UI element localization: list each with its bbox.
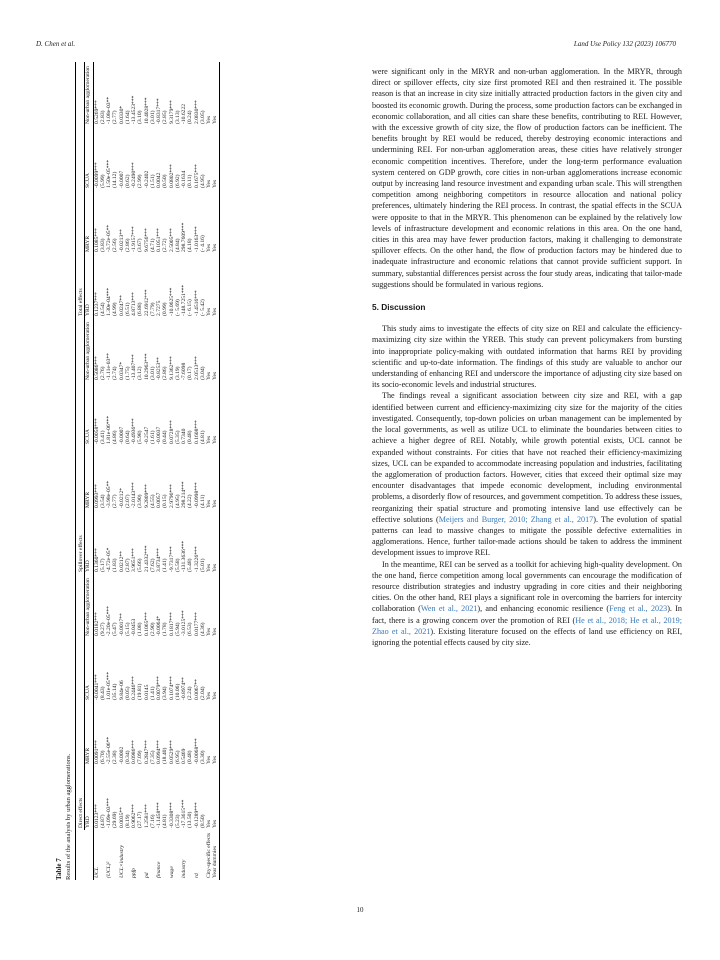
table-cell: -4.72e-05* (1.83) xyxy=(106,547,119,572)
table-cell: 9.6756*** (4.71) xyxy=(143,228,156,252)
table-row xyxy=(156,62,169,880)
corner-cell xyxy=(85,830,93,880)
table-cell: 0.7340 (0.48) xyxy=(181,428,194,444)
table-cell: 21.4332*** (7.62) xyxy=(143,545,156,572)
group-spillover-effects: Spillover effects xyxy=(76,318,85,574)
page-number: 10 xyxy=(356,906,364,914)
table-cell: -0.0068*** (3.30) xyxy=(193,738,206,764)
results-table xyxy=(75,62,220,880)
table-cell: 0.1065*** (2.90) xyxy=(143,612,156,636)
table-row xyxy=(131,62,144,880)
table-cell: 0.1675*** (4.95) xyxy=(193,164,206,188)
table-cell: 0.0247** (6.51) xyxy=(118,295,131,316)
table-row xyxy=(144,62,157,880)
column-header: Non-urban agglomeration xyxy=(85,574,93,638)
table-cell: -131.3636*** (5.48) xyxy=(181,540,194,572)
table-cell: 9.1362*** (3.19) xyxy=(168,356,181,380)
table-cell: -3.0125*** (6.53) xyxy=(181,610,194,636)
table-cell: Yes xyxy=(212,766,219,830)
table-cell: Yes xyxy=(206,307,213,316)
row-label: (UCL)² xyxy=(106,861,113,878)
table-cell: -0.2402 (1.51) xyxy=(143,170,156,188)
table-row xyxy=(93,62,106,880)
citation-link[interactable]: Wen et al., 2021 xyxy=(420,604,478,614)
table-cell: 0.0145 (1.41) xyxy=(143,684,156,700)
table-cell: 0.0067** (2.04) xyxy=(193,679,206,700)
table-cell: 0.0212** (2.87) xyxy=(118,551,131,572)
text-run: ). The evolution of spatial patterns can lead to massive changes to mitigate the possible defective externalities in agglomerations. Hence, further tailor-made actions should be taken to address the imminent development issues to improve REI. xyxy=(372,514,682,558)
table-cell: -0.0099*** (5.99) xyxy=(93,162,106,188)
column-header: MRYR xyxy=(85,190,93,254)
table-cell: 2.7275 (0.99) xyxy=(156,300,169,316)
table-cell: 10.4028*** (3.01) xyxy=(143,97,156,124)
table-cell: -1.11e-03** (2.74) xyxy=(106,353,119,380)
column-header: SCUA xyxy=(85,382,93,446)
table-cell: 0.2446*** (19.81) xyxy=(131,676,144,700)
table-cell: -1.9157*** (3.67) xyxy=(131,226,144,252)
table-cell: -10.0625*** (- 5.69) xyxy=(168,287,181,316)
table-cell: 1.01e-05*** (35.14) xyxy=(106,671,119,700)
text-run: In the meantime, REI can be served as a toolkit for achieving high-quality development. On the one hand, fierce competition among local governments can encourage the modification of resource distribution strategies and industry upgrading in core cities and their neighboring cities. On the other hand, REI plays a significant role in overcoming the barriers for intercity collaboration ( xyxy=(372,559,682,614)
column-header: MRYR xyxy=(85,702,93,766)
table-cell: -2.20e-05*** (5.47) xyxy=(106,606,119,636)
table-cell: 0.1608*** (4.81) xyxy=(193,420,206,444)
table-cell: -0.0007 (0.62) xyxy=(118,170,131,188)
table-cell: 0.0529*** (6.95) xyxy=(168,740,181,764)
text-run: ). Existing literature focused on the effects of land use efficiency on REI, ignoring the potential effects caused by city size. xyxy=(372,626,682,647)
table-cell: -0.0998*** (4.11) xyxy=(193,482,206,508)
table-row xyxy=(212,62,219,880)
table-cell: -0.1289*** (8.50) xyxy=(193,802,206,828)
table-cell: -0.0041*** (8.43) xyxy=(93,674,106,700)
table-cell: 0.1817*** (5.94) xyxy=(168,612,181,636)
table-cell: Yes xyxy=(212,574,219,638)
row-label: pd xyxy=(143,872,150,878)
table-cell: Yes xyxy=(206,755,213,764)
table-cell: -3.72e-05** (2.56) xyxy=(106,224,119,252)
table-row xyxy=(106,62,119,880)
table-cell: Yes xyxy=(212,190,219,254)
column-header-row xyxy=(85,62,93,880)
table-cell: 10.2963*** (3.01) xyxy=(143,353,156,380)
row-label: UCL×industry xyxy=(118,845,125,878)
table-cell: -1.0163*** (- 4.16) xyxy=(193,226,206,252)
table-cell: -9.7317*** (5.58) xyxy=(168,546,181,572)
text-run: ). In fact, there is a growing concern over the promotion of REI ( xyxy=(372,604,682,625)
table-cell: 2.0830*** (3.05) xyxy=(193,100,206,124)
table-cell: 0.1051*** (2.72) xyxy=(156,228,169,252)
row-label: rd xyxy=(193,873,200,878)
table-cell: -0.0212* (2.07) xyxy=(118,487,131,508)
table-cell: 2.9796*** (4.95) xyxy=(168,484,181,508)
table-cell: 0.5086*** (2.76) xyxy=(93,356,106,380)
paragraph-discussion-2 xyxy=(372,390,682,558)
table-cell: 0.0035** (8.19) xyxy=(118,807,131,828)
table-cell: 2.5005*** (4.84) xyxy=(168,228,181,252)
table-cell: -0.1634 (0.11) xyxy=(181,170,194,188)
table-cell: -0.0064* (1.78) xyxy=(156,615,169,636)
column-header: MRYR xyxy=(85,446,93,510)
table-cell: Yes xyxy=(212,254,219,318)
table-cell: -0.2490*** (2.99) xyxy=(131,162,144,188)
table-row xyxy=(194,62,207,880)
table-cell: Yes xyxy=(212,446,219,510)
row-label: UCL xyxy=(93,867,100,878)
table-cell: -13.4523*** (3.10) xyxy=(131,95,144,124)
column-header: SCUA xyxy=(85,126,93,190)
table-cell: 1.30e-04*** (4.99) xyxy=(106,287,119,316)
section-heading-discussion: 5. Discussion xyxy=(372,302,426,313)
column-header: Non-urban agglomeration xyxy=(85,318,93,382)
table-cell: Yes xyxy=(212,126,219,190)
table-cell: 0.0123*** (4.87) xyxy=(93,804,106,828)
table-cell: -1.08e-03** (2.77) xyxy=(106,96,119,124)
table-cell: Yes xyxy=(206,115,213,124)
table-body xyxy=(93,62,219,880)
table-cell: 0.0079*** (3.94) xyxy=(156,676,169,700)
table-cell: 0.0993*** (3.54) xyxy=(93,484,106,508)
table-cell: Yes xyxy=(206,563,213,572)
group-direct-effects: Direct effects xyxy=(76,574,85,830)
column-header: YRD xyxy=(85,510,93,574)
table-cell: -0.8974** (2.24) xyxy=(181,677,194,700)
row-label: Year dummies xyxy=(212,830,219,880)
table-cell: 1.81e-06*** (4.86) xyxy=(106,415,119,444)
table-cell: Yes xyxy=(212,382,219,446)
table-cell: Yes xyxy=(206,179,213,188)
running-head-authors: D. Chen et al. xyxy=(36,40,76,48)
group-header-row xyxy=(76,62,85,880)
row-label: City-specific effects xyxy=(206,832,213,878)
table-cell: 0.5469 (0.48) xyxy=(181,748,194,764)
table-cell: -0.0058*** (3.41) xyxy=(93,418,106,444)
table-cell: 4.8713*** (6.88) xyxy=(131,292,144,316)
table-cell: -1.3226*** (5.01) xyxy=(193,546,206,572)
table-cell: 0.0042 (0.50) xyxy=(156,172,169,188)
table-cell: 9.3179*** (3.13) xyxy=(168,100,181,124)
table-cell: 2.0513*** (3.04) xyxy=(193,356,206,380)
table-cell: 0.0177*** (4.36) xyxy=(193,612,206,636)
table-cell: 1.2581*** (7.16) xyxy=(143,804,156,828)
table-cell: 0.1085*** (3.83) xyxy=(93,228,106,252)
table-cell: -0.0007 (0.64) xyxy=(118,426,131,444)
table-caption: Table 7 xyxy=(55,858,63,880)
row-label: finance xyxy=(156,861,163,878)
table-cell: Yes xyxy=(206,691,213,700)
table-cell: 0.1074*** (10.06) xyxy=(168,676,181,700)
text-run: The findings reveal a significant association between city size and REI, with a gap identified between current and efficiency-maximizing city size for the majority of the cities investigated. Consequently, top-down policies on urban management can be implemented by the local governments, as well as utilize UCL to eliminate the boundaries between cities to achieve a higher degree of REI. Notably, while growth potential exists, UCL cannot be expanded without constraints. For cities that have not reached their efficiency-maximizing sizes, UCL can be expanded to accommodate increasing population and industries, facilitating the agglomeration of production factors. However, cities that exceed their optimal size may encounter disadvantages that impede economic development, including environmental problems, a disorderly flow of resources, and government competition. To address these issues, reorganizing their spatial structure and promoting intensive land use effectively can be effective solutions ( xyxy=(372,391,682,524)
table-cell: -0.2547 (1.61) xyxy=(143,426,156,444)
table-cell: -7.6098 (0.17) xyxy=(181,362,194,380)
table-cell: Yes xyxy=(206,499,213,508)
table-cell: -1.09e-03*** (29.69) xyxy=(106,798,119,828)
table-cell: 22.6912*** (7.79) xyxy=(143,289,156,316)
table-cell: -0.3308*** (5.23) xyxy=(168,802,181,828)
column-header: Non-urban agglomeration xyxy=(85,62,93,126)
table-cell: 0.0057 (0.15) xyxy=(156,492,169,508)
column-header: YRD xyxy=(85,254,93,318)
table-cell: -2.0143*** (3.90) xyxy=(131,482,144,508)
group-total-effects: Total effects xyxy=(76,62,85,318)
table-cell: -0.0213** (2.86) xyxy=(118,229,131,252)
table-cell: 3.9651*** (5.66) xyxy=(131,548,144,572)
table-cell: -10.6222 (0.24) xyxy=(181,103,194,124)
running-head-journal: Land Use Policy 132 (2023) 106770 xyxy=(573,40,676,48)
table-cell: Yes xyxy=(206,243,213,252)
table-cell: 0.0802*** (6.92) xyxy=(168,164,181,188)
citation-link[interactable]: He et al., 2018; He et al., 2019; Zhao et al., 2021 xyxy=(372,615,682,636)
table-cell: 1.50e-05*** (14.12) xyxy=(106,159,119,188)
table-row xyxy=(119,62,132,880)
table-cell: 298.7609*** (4.18) xyxy=(181,222,194,252)
paragraph-discussion-1: This study aims to investigate the effects of city size on REI and calculate the efficiency-maximizing city size within the YREB. This study can prevent policymakers from bursting into inappropriate policy-making with outdated information that harms REI by providing scientific and up-to-date information. The findings of this study are valuable to anchor our understanding of enhancing REI and underscore the importance of adjusting city size based on its socio-economic levels and industrial structures. xyxy=(372,324,682,390)
corner-cell xyxy=(76,830,85,880)
rotated-table-region xyxy=(56,62,338,880)
table-cell: -13.407*** (3.12) xyxy=(131,354,144,380)
table-cell: 0.1237*** (4.54) xyxy=(93,292,106,316)
table-cell: -0.0002 (0.34) xyxy=(118,746,131,764)
table-cell: -0.8253** (2.86) xyxy=(156,357,169,380)
table-cell: 0.0091*** (6.70) xyxy=(93,740,106,764)
table-cell: 0.5269*** (2.83) xyxy=(93,100,106,124)
table-row xyxy=(181,62,194,880)
table-cell: 3.8734*** (1.41) xyxy=(156,548,169,572)
table-cell: 298.214*** (4.22) xyxy=(181,481,194,508)
table-cell: -1.1458*** (4.81) xyxy=(156,802,169,828)
table-cell: -0.0037 (0.44) xyxy=(156,426,169,444)
row-label: industry xyxy=(181,859,188,878)
table-cell: 9.84e-06 (0.05) xyxy=(118,680,131,700)
table-cell: -148.7251*** (- 6.15) xyxy=(181,284,194,316)
table-cell: Yes xyxy=(206,819,213,828)
table-cell: -0.0453 (1.08) xyxy=(131,618,144,636)
table-cell: 0.0347* (1.75) xyxy=(118,361,131,380)
table-cell: 9.2809*** (4.55) xyxy=(143,484,156,508)
table-cell: Yes xyxy=(212,638,219,702)
body-text-column xyxy=(372,66,682,648)
column-header: SCUA xyxy=(85,638,93,702)
table-cell: Yes xyxy=(212,318,219,382)
table-cell: 0.2847*** (7.35) xyxy=(143,740,156,764)
table-cell: -0.4936*** (5.98) xyxy=(131,418,144,444)
table-cell: Yes xyxy=(212,62,219,126)
table-cell: -0.8317*** (2.85) xyxy=(156,98,169,124)
table-cell: -17.3615*** (13.50) xyxy=(181,799,194,828)
table-cell: 0.0182*** (9.27) xyxy=(93,612,106,636)
column-header: YRD xyxy=(85,766,93,830)
table-row xyxy=(169,62,182,880)
table-cell: -0.0017** (5.15) xyxy=(118,613,131,636)
table-cell: 0.0728*** (5.35) xyxy=(168,420,181,444)
citation-link[interactable]: Meijers and Burger, 2010; Zhang et al., 2017 xyxy=(438,514,594,524)
table-cell: 0.0994*** (18.40) xyxy=(156,740,169,764)
table-cell: 0.9062*** (27.17) xyxy=(131,804,144,828)
table-cell: -2.55e-06** (2.38) xyxy=(106,736,119,764)
table-cell: -3.98e-05** (2.77) xyxy=(106,480,119,508)
table-cell: Yes xyxy=(206,371,213,380)
table-cell: 0.0986*** (7.09) xyxy=(131,740,144,764)
table-cell: Yes xyxy=(206,627,213,636)
paragraph-continued: were significant only in the MRYR and non-urban agglomeration. In the MRYR, through direct or spillover effects, city size first promoted REI and then restrained it. The possible reason is that an increase in city size initially attracted production factors in the given city and boosted its economic growth. During the process, some production factors can be exchanged in economic collaboration, and all cities can share these benefits, contributing to REI. However, with the excessive growth of city size, the flow of production factors can be inefficient. The benefits brought by REI would be reduced, thereby destroying economic interactions and undermining REI. For non-urban agglomeration areas, these cities have relatively stronger economic competition incentives. Therefore, under the long-term performance evaluation system centered on GDP growth, core cities in non-urban agglomerations increase economic output by increasing land resource investment and expanding urban scale. This will strengthen competition among neighboring competitors in resource allocation and national policy preferences, ultimately hindering the REI process. In contrast, the spatial effects in the SCUA were opposite to that in the MRYR. This phenomenon can be explained by the relatively low levels of infrastructure development and economic relations in this area. On the one hand, cities in this area may have fewer production factors, making it challenging to demonstrate spillover effects. On the other hand, the flow of production factors may be hindered due to inadequate infrastructure and economic relations that cannot provide sufficient support. In summary, substantial differences persist across the four study areas, indicating that tailor-made suggestions should be formulated in various regions. xyxy=(372,67,682,289)
table-cell: 0.1360*** (5.17) xyxy=(93,548,106,572)
citation-link[interactable]: Feng et al., 2023 xyxy=(609,604,668,614)
table-7 xyxy=(56,62,338,880)
table-cell: -1.4516*** (- 5.42) xyxy=(193,290,206,316)
row-label: wage xyxy=(168,866,175,878)
table-cell: Yes xyxy=(212,702,219,766)
row-label: ppfp xyxy=(131,868,138,878)
table-subtitle: Results of the analysis by urban agglomerations. xyxy=(64,753,72,880)
table-cell: Yes xyxy=(212,510,219,574)
text-run: ), and enhancing economic resilience ( xyxy=(477,604,610,614)
table-cell: 0.0330* (1.64) xyxy=(118,105,131,124)
paragraph-discussion-3 xyxy=(372,559,682,649)
table-cell: Yes xyxy=(206,435,213,444)
